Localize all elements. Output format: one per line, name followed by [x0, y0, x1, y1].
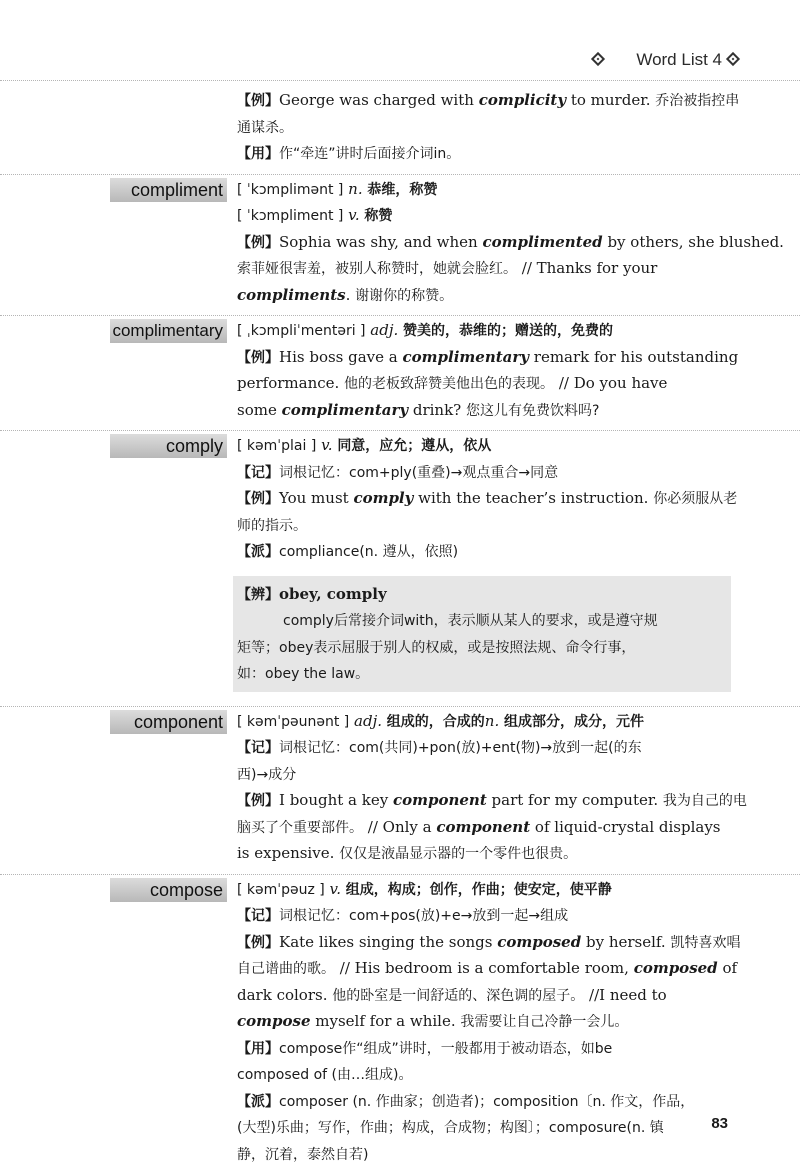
- diamond-icon-left: [591, 52, 605, 66]
- headword-compose: compose: [110, 878, 227, 902]
- headword-comply: comply: [110, 434, 227, 458]
- usage-line: 【用】compose作“组成”讲时，一般都用于被动语态，如be: [237, 1036, 727, 1063]
- memory-line: 【记】词根记忆：com(共同)+pon(放)+ent(物)→放到一起(的东: [237, 735, 727, 762]
- header-title: Word List 4: [636, 50, 722, 70]
- memory-line: 西)→成分: [237, 762, 727, 789]
- headword-complimentary: complimentary: [110, 319, 227, 343]
- box-line: 矩等；obey表示屈服于别人的权威，或是按照法规、命令行事，: [237, 635, 727, 662]
- example-line-cont: 通谋杀。: [237, 115, 727, 142]
- box-line: comply后常接介词with，表示顺从某人的要求，或是遵守规: [237, 608, 773, 635]
- page-header: [0, 0, 800, 80]
- entry-component: [0, 706, 800, 868]
- diamond-icon-right: [726, 52, 740, 66]
- entry-comply: [0, 430, 800, 692]
- definition-line: [ kəmˈpəunənt ] adj. 组成的，合成的n. 组成部分，成分，元件: [237, 709, 727, 736]
- example-line: 【例】I bought a key component part for my computer. 我为自己的电: [237, 788, 727, 815]
- example-line: 【例】Sophia was shy, and when complimented by others, she blushed.: [237, 230, 727, 257]
- example-line: 【例】Kate likes singing the songs composed by herself. 凯特喜欢唱: [237, 930, 727, 957]
- derivative-line: (大型)乐曲；写作，作曲；构成，合成物；构图〕；composure(n. 镇: [237, 1115, 727, 1142]
- definition-line: [ ˌkɔmpliˈmentəri ] adj. 赞美的，恭维的；赠送的，免费的: [237, 318, 727, 345]
- derivative-line: 【派】composer (n. 作曲家；创造者)；composition〔n. 作文，作品，: [237, 1089, 727, 1116]
- header-divider: [0, 80, 800, 81]
- page-content: [0, 88, 800, 1168]
- headword-compliment: compliment: [110, 178, 227, 202]
- entry-compliment: [0, 174, 800, 310]
- example-line: compliments. 谢谢你的称赞。: [237, 283, 727, 310]
- definition-line: [ ˈkɔmpliment ] v. 称赞: [237, 203, 727, 230]
- example-line: compose myself for a while. 我需要让自己冷静一会儿。: [237, 1009, 727, 1036]
- example-line: 脑买了个重要部件。 // Only a component of liquid-crystal displays: [237, 815, 727, 842]
- example-line: 【例】George was charged with complicity to murder. 乔治被指控串: [237, 88, 727, 115]
- example-line: 师的指示。: [237, 513, 727, 540]
- example-line: 自己谱曲的歌。 // His bedroom is a comfortable room, composed of: [237, 956, 727, 983]
- example-line: dark colors. 他的卧室是一间舒适的、深色调的屋子。 //I need to: [237, 983, 727, 1010]
- example-line: 索菲娅很害羞，被别人称赞时，她就会脸红。 // Thanks for your: [237, 256, 727, 283]
- derivative-line: 【派】compliance(n. 遵从，依照): [237, 539, 727, 566]
- entry-compose: [0, 874, 800, 1168]
- intro-block: [0, 88, 800, 168]
- headword-component: component: [110, 710, 227, 734]
- memory-line: 【记】词根记忆：com+pos(放)+e→放到一起→组成: [237, 903, 727, 930]
- example-line: 【例】You must comply with the teacher’s instruction. 你必须服从老: [237, 486, 727, 513]
- example-line: is expensive. 仅仅是液晶显示器的一个零件也很贵。: [237, 841, 727, 868]
- example-line: performance. 他的老板致辞赞美他出色的表现。 // Do you have: [237, 371, 727, 398]
- memory-line: 【记】词根记忆：com+ply(重叠)→观点重合→同意: [237, 460, 727, 487]
- derivative-line: 静，沉着，泰然自若): [237, 1142, 727, 1168]
- usage-line: 【用】作“牵连”讲时后面接介词in。: [237, 141, 727, 168]
- page-number: 83: [711, 1115, 728, 1132]
- box-line: 如：obey the law。: [237, 661, 727, 688]
- example-line: some complimentary drink? 您这儿有免费饮料吗?: [237, 398, 727, 425]
- definition-line: [ kəmˈpəuz ] v. 组成，构成；创作，作曲；使安定，使平静: [237, 877, 727, 904]
- example-line: 【例】His boss gave a complimentary remark for his outstanding: [237, 345, 727, 372]
- definition-line: [ ˈkɔmplimənt ] n. 恭维，称赞: [237, 177, 727, 204]
- entry-complimentary: [0, 315, 800, 424]
- distinction-box: [233, 576, 731, 692]
- usage-line: composed of (由…组成)。: [237, 1062, 727, 1089]
- box-title: 【辨】obey, comply: [237, 582, 727, 609]
- definition-line: [ kəmˈplai ] v. 同意，应允；遵从，依从: [237, 433, 727, 460]
